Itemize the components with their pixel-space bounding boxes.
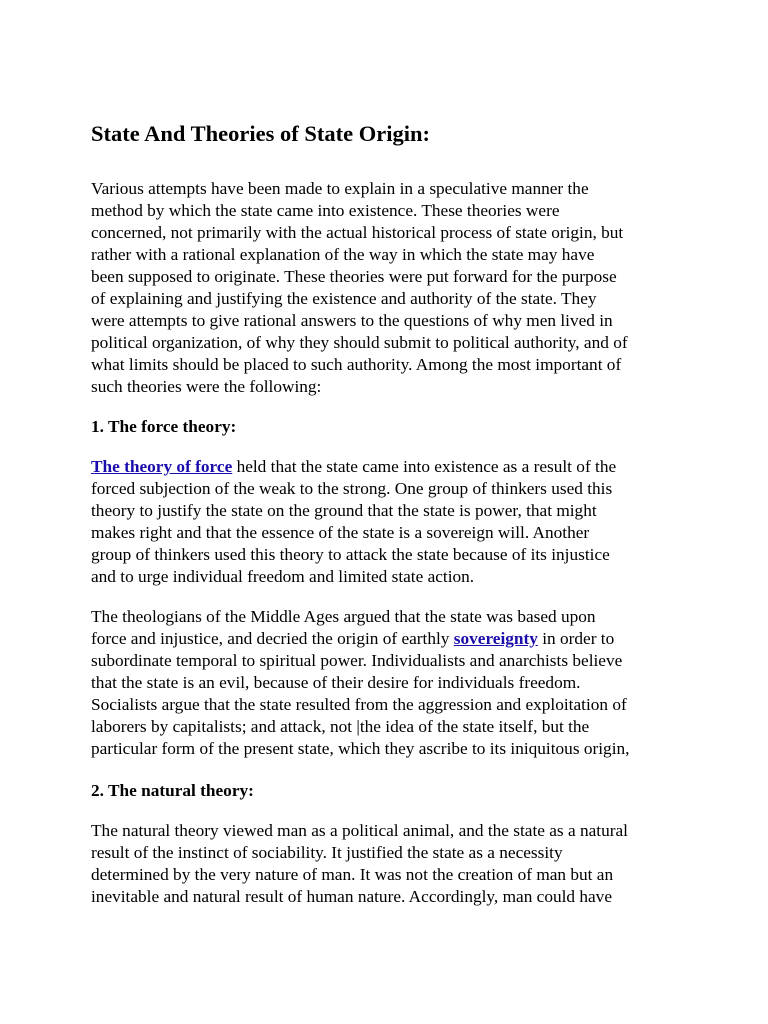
force-theory-heading: 1. The force theory: <box>91 417 237 436</box>
force-line: theory to justify the state on the ground that the state is power, that might <box>91 501 597 520</box>
natural-theory-heading: 2. The natural theory: <box>91 781 254 800</box>
intro-line: were attempts to give rational answers to the questions of why men lived in <box>91 311 613 330</box>
intro-line: political organization, of why they should submit to political authority, and of <box>91 333 628 352</box>
natural-theory-paragraph <box>91 820 691 908</box>
theologians-line: particular form of the present state, which they ascribe to its iniquitous origin, <box>91 739 630 758</box>
intro-line: what limits should be placed to such authority. Among the most important of <box>91 355 622 374</box>
theologians-line <box>91 628 691 650</box>
intro-line: rather with a rational explanation of the way in which the state may have <box>91 245 595 264</box>
force-line-text: held that the state came into existence as a result of the <box>232 457 617 476</box>
theologians-line-text: in order to <box>537 629 615 648</box>
intro-line: method by which the state came into existence. These theories were <box>91 201 560 220</box>
force-theory-paragraph <box>91 456 691 588</box>
document-page <box>91 120 691 924</box>
intro-line: such theories were the following: <box>91 377 322 396</box>
intro-line: Various attempts have been made to explain in a speculative manner the <box>91 179 589 198</box>
sovereignty-link[interactable]: sovereignty <box>453 629 538 648</box>
force-line: forced subjection of the weak to the strong. One group of thinkers used this <box>91 479 613 498</box>
intro-line: concerned, not primarily with the actual historical process of state origin, but <box>91 223 624 242</box>
theologians-line: The theologians of the Middle Ages argued that the state was based upon <box>91 607 596 626</box>
theologians-line: Socialists argue that the state resulted from the aggression and exploitation of <box>91 695 627 714</box>
intro-line: been supposed to originate. These theories were put forward for the purpose <box>91 267 617 286</box>
theologians-line: laborers by capitalists; and attack, not |the idea of the state itself, but the <box>91 717 590 736</box>
natural-line: result of the instinct of sociability. It justified the state as a necessity <box>91 843 563 862</box>
natural-line: inevitable and natural result of human nature. Accordingly, man could have <box>91 887 612 906</box>
theologians-line-text: force and injustice, and decried the origin of earthly <box>91 629 454 648</box>
natural-line: determined by the very nature of man. It was not the creation of man but an <box>91 865 614 884</box>
intro-paragraph <box>91 178 691 398</box>
force-line: and to urge individual freedom and limited state action. <box>91 567 475 586</box>
page-title: State And Theories of State Origin: <box>91 121 430 146</box>
theologians-line: subordinate temporal to spiritual power. Individualists and anarchists believe <box>91 651 623 670</box>
force-line: makes right and that the essence of the state is a sovereign will. Another <box>91 523 590 542</box>
natural-line: The natural theory viewed man as a political animal, and the state as a natural <box>91 821 628 840</box>
force-line <box>91 456 691 478</box>
theory-of-force-link[interactable]: The theory of force <box>91 457 233 476</box>
force-line: group of thinkers used this theory to attack the state because of its injustice <box>91 545 610 564</box>
theologians-line: that the state is an evil, because of their desire for individuals freedom. <box>91 673 581 692</box>
intro-line: of explaining and justifying the existence and authority of the state. They <box>91 289 597 308</box>
theologians-paragraph <box>91 606 691 760</box>
